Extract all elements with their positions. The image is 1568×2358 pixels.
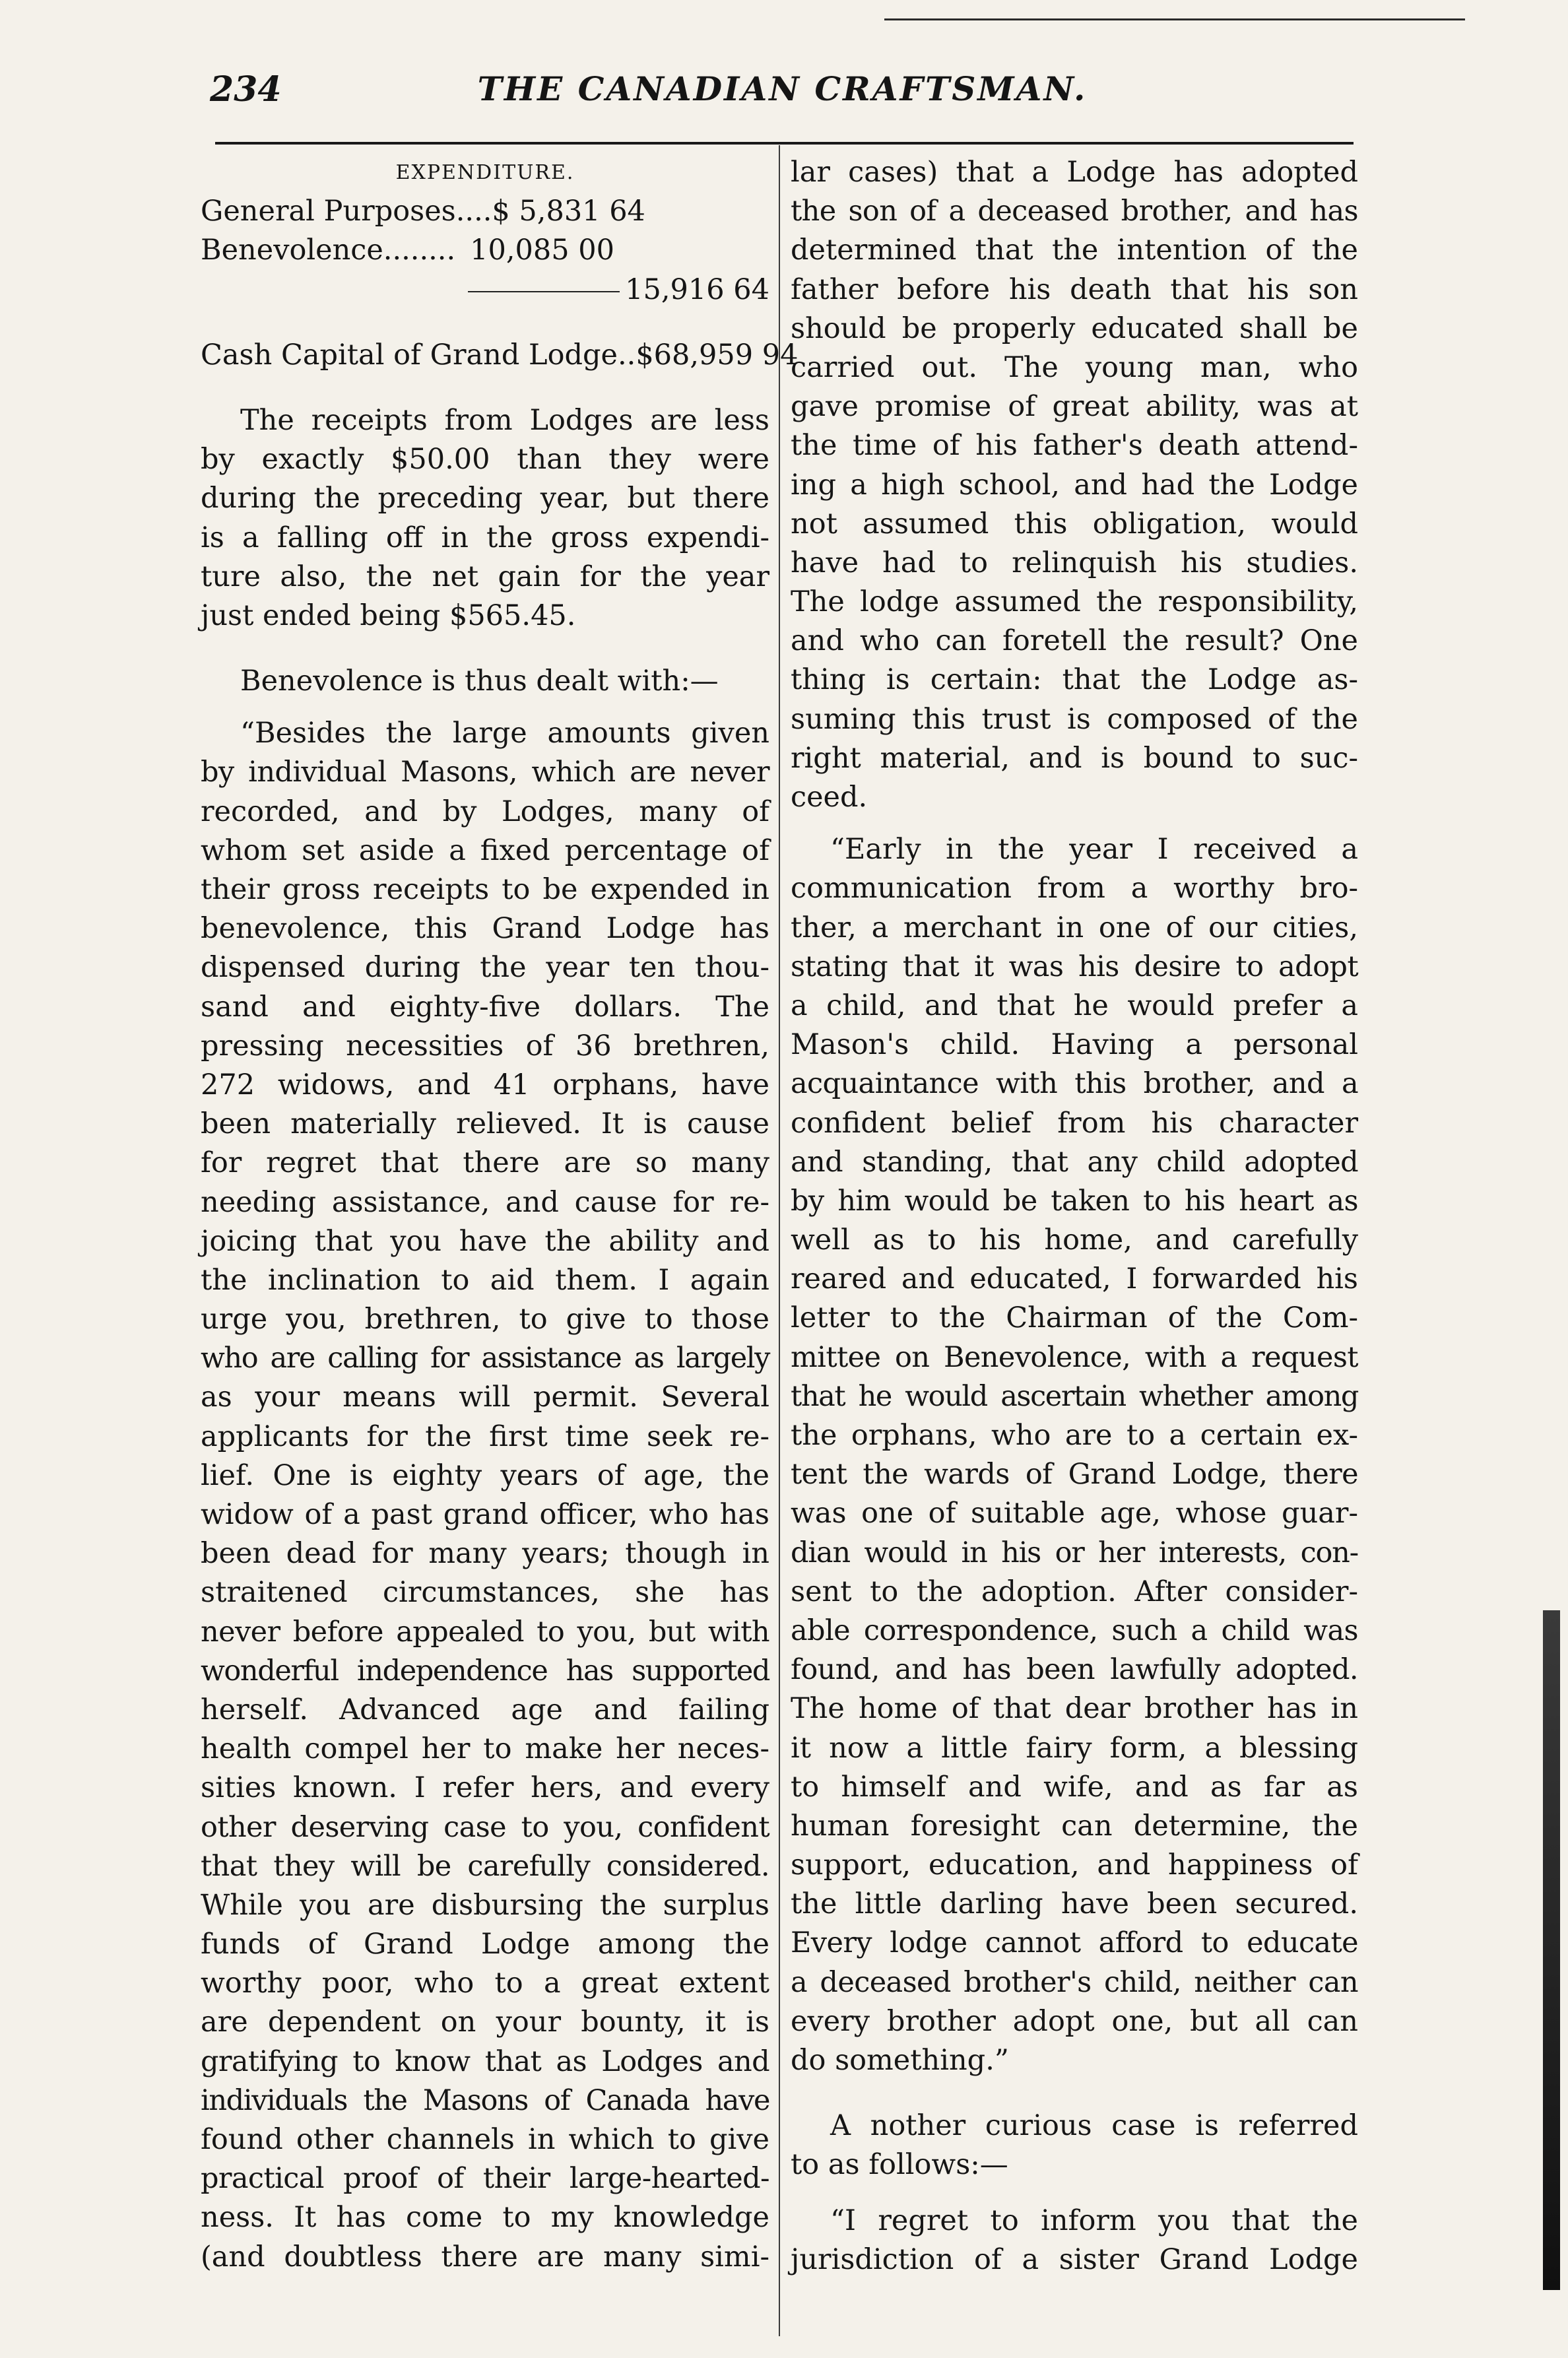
text-line: applicants for the first time seek re- <box>201 1420 769 1453</box>
text-line: widow of a past grand officer, who has <box>201 1498 769 1531</box>
text-line: that he would ascertain whether among <box>791 1379 1358 1413</box>
text-line: 272 widows, and 41 orphans, have <box>201 1068 769 1101</box>
spacer <box>791 2080 1358 2107</box>
text-line: by him would be taken to his heart as <box>791 1184 1358 1218</box>
text-line: recorded, and by Lodges, many of <box>201 795 769 828</box>
text-line: ture also, the net gain for the year <box>201 560 769 593</box>
text-line: father before his death that his son <box>791 273 1358 306</box>
text-line: The home of that dear brother has in <box>791 1692 1358 1726</box>
text-line: the son of a deceased brother, and has <box>791 195 1358 228</box>
text-line: support, education, and happiness of <box>791 1849 1358 1882</box>
text-line: While you are disbursing the surplus <box>201 1888 769 1922</box>
text-line: benevolence, this Grand Lodge has <box>201 912 769 946</box>
text-line: “I regret to inform you that the <box>830 2204 1358 2237</box>
text-line: The receipts from Lodges are less <box>240 403 769 437</box>
text-line: health compel her to make her neces- <box>201 1732 769 1766</box>
text-line: sand and eighty-five dollars. The <box>201 990 769 1024</box>
text-line: is a falling off in the gross expendi- <box>201 521 769 554</box>
text-line: letter to the Chairman of the Com- <box>791 1301 1358 1335</box>
expenditure-subtotal-row <box>201 271 769 310</box>
text-line: straitened circumstances, she has <box>201 1576 769 1610</box>
expenditure-benevolence-row <box>201 231 769 270</box>
text-line: funds of Grand Lodge among the <box>201 1928 769 1961</box>
scan-edge-mark <box>1543 1610 1560 2290</box>
subtotal-rule <box>468 291 620 292</box>
spacer <box>201 310 769 336</box>
text-line: ing a high school, and had the Lodge <box>791 468 1358 502</box>
text-line: other deserving case to you, confident <box>201 1810 769 1844</box>
text-line: as your means will permit. Several <box>201 1381 769 1414</box>
text-line: should be properly educated shall be <box>791 311 1358 345</box>
text-line: their gross receipts to be expended in <box>201 873 769 906</box>
spacer <box>791 2185 1358 2202</box>
text-line: during the preceding year, but there <box>201 482 769 515</box>
text-line: A nother curious case is referred <box>830 2109 1358 2143</box>
text-line: reared and educated, I forwarded his <box>791 1262 1358 1296</box>
text-line: dispensed during the year ten thou- <box>201 951 769 985</box>
page-number: 234 <box>210 69 282 110</box>
expenditure-benevolence-amount: 10,085 00 <box>470 234 614 267</box>
spacer <box>201 701 769 714</box>
text-line: wonderful independence has supported <box>201 1654 769 1687</box>
text-line: thing is certain: that the Lodge as- <box>791 663 1358 697</box>
cash-capital-amount: $68,959 94 <box>636 338 799 372</box>
text-line: human foresight can determine, the <box>791 1809 1358 1843</box>
text-line: the inclination to aid them. I again <box>201 1263 769 1297</box>
text-line: been materially relieved. It is cause <box>201 1107 769 1141</box>
text-line: to as follows:— <box>791 2148 1008 2182</box>
text-line: jurisdiction of a sister Grand Lodge <box>791 2243 1358 2276</box>
text-line: practical proof of their large-hearted- <box>201 2162 769 2196</box>
cash-capital-label: Cash Capital of Grand Lodge.. <box>201 338 636 372</box>
text-line: Every lodge cannot afford to educate <box>791 1926 1358 1960</box>
text-line: the orphans, who are to a certain ex- <box>791 1419 1358 1452</box>
text-line: and who can foretell the result? One <box>791 624 1358 658</box>
text-line: determined that the intention of the <box>791 234 1358 267</box>
text-line: acquaintance with this brother, and a <box>791 1067 1358 1101</box>
text-line: well as to his home, and carefully <box>791 1224 1358 1257</box>
column-divider <box>779 145 780 2336</box>
text-line: found, and has been lawfully adopted. <box>791 1653 1358 1687</box>
text-line: never before appealed to you, but with <box>201 1615 769 1649</box>
cash-capital-row <box>201 336 799 375</box>
text-line: for regret that there are so many <box>201 1146 769 1180</box>
spacer <box>201 636 769 662</box>
text-line: sent to the adoption. After consider- <box>791 1575 1358 1608</box>
text-line: (and doubtless there are many simi- <box>201 2240 769 2274</box>
running-title: THE CANADIAN CRAFTSMAN. <box>477 69 1088 108</box>
text-line: and standing, that any child adopted <box>791 1145 1358 1179</box>
text-line: mittee on Benevolence, with a request <box>791 1340 1358 1374</box>
text-line: needing assistance, and cause for re- <box>201 1185 769 1219</box>
expenditure-general-label: General Purposes.... <box>201 195 492 228</box>
text-line: “Besides the large amounts given <box>240 717 769 750</box>
text-line: able correspondence, such a child was <box>791 1614 1358 1647</box>
text-line: tent the wards of Grand Lodge, there <box>791 1458 1358 1491</box>
left-column <box>201 153 799 2277</box>
text-line: a deceased brother's child, neither can <box>791 1965 1358 1999</box>
text-line: by individual Masons, which are never <box>201 756 769 789</box>
text-line: do something.” <box>791 2044 1009 2077</box>
text-line: been dead for many years; though in <box>201 1537 769 1571</box>
text-line: ther, a merchant in one of our cities, <box>791 911 1358 944</box>
text-line: carried out. The young man, who <box>791 350 1358 384</box>
top-rule <box>884 18 1465 20</box>
text-line: right material, and is bound to suc- <box>791 741 1358 775</box>
text-line: have had to relinquish his studies. <box>791 546 1358 579</box>
text-line: urge you, brethren, to give to those <box>201 1303 769 1336</box>
text-line: Benevolence is thus dealt with:— <box>240 665 719 698</box>
expenditure-subtotal: 15,916 64 <box>625 273 769 306</box>
spacer <box>791 817 1358 830</box>
text-line: are dependent on your bounty, it is <box>201 2006 769 2039</box>
text-line: whom set aside a fixed percentage of <box>201 834 769 867</box>
text-line: the time of his father's death attend- <box>791 429 1358 463</box>
text-line: every brother adopt one, but all can <box>791 2004 1358 2038</box>
expenditure-heading: EXPENDITURE. <box>395 161 575 184</box>
right-column <box>791 153 1358 2279</box>
page-header <box>210 69 1355 122</box>
text-line: just ended being $565.45. <box>201 599 576 632</box>
text-line: a child, and that he would prefer a <box>791 989 1358 1022</box>
text-line: lar cases) that a Lodge has adopted <box>791 156 1358 189</box>
text-line: to himself and wife, and as far as <box>791 1770 1358 1804</box>
header-rule <box>215 142 1354 145</box>
text-line: it now a little fairy form, a blessing <box>791 1731 1358 1765</box>
spacer <box>201 375 769 401</box>
text-line: confident belief from his character <box>791 1106 1358 1140</box>
text-line: lief. One is eighty years of age, the <box>201 1458 769 1492</box>
text-line: communication from a worthy bro- <box>791 872 1358 905</box>
text-line: Mason's child. Having a personal <box>791 1028 1358 1062</box>
text-line: herself. Advanced age and failing <box>201 1693 769 1726</box>
text-line: was one of suitable age, whose guar- <box>791 1497 1358 1530</box>
expenditure-general-amount: $ 5,831 64 <box>492 195 645 228</box>
text-line: ness. It has come to my knowledge <box>201 2201 769 2235</box>
text-line: gratifying to know that as Lodges and <box>201 2045 769 2078</box>
text-line: stating that it was his desire to adopt <box>791 950 1358 983</box>
text-line: The lodge assumed the responsibility, <box>791 585 1358 619</box>
text-line: by exactly $50.00 than they were <box>201 443 769 476</box>
text-line: gave promise of great ability, was at <box>791 390 1358 424</box>
expenditure-general-row <box>201 192 769 231</box>
text-line: joicing that you have the ability and <box>201 1224 769 1258</box>
text-line: worthy poor, who to a great extent <box>201 1967 769 2000</box>
text-line: not assumed this obligation, would <box>791 507 1358 540</box>
text-line: “Early in the year I received a <box>830 833 1358 867</box>
text-line: who are calling for assistance as largely <box>201 1342 769 1375</box>
text-line: suming this trust is composed of the <box>791 702 1358 736</box>
text-line: found other channels in which to give <box>201 2123 769 2156</box>
text-line: pressing necessities of 36 brethren, <box>201 1029 769 1063</box>
text-line: dian would in his or her interests, con- <box>791 1536 1358 1569</box>
text-line: that they will be carefully considered. <box>201 1849 769 1883</box>
expenditure-benevolence-label: Benevolence........ <box>201 234 456 267</box>
text-line: sities known. I refer hers, and every <box>201 1771 769 1805</box>
text-line: the little darling have been secured. <box>791 1887 1358 1921</box>
text-line: individuals the Masons of Canada have <box>201 2083 769 2117</box>
text-line: ceed. <box>791 781 868 814</box>
